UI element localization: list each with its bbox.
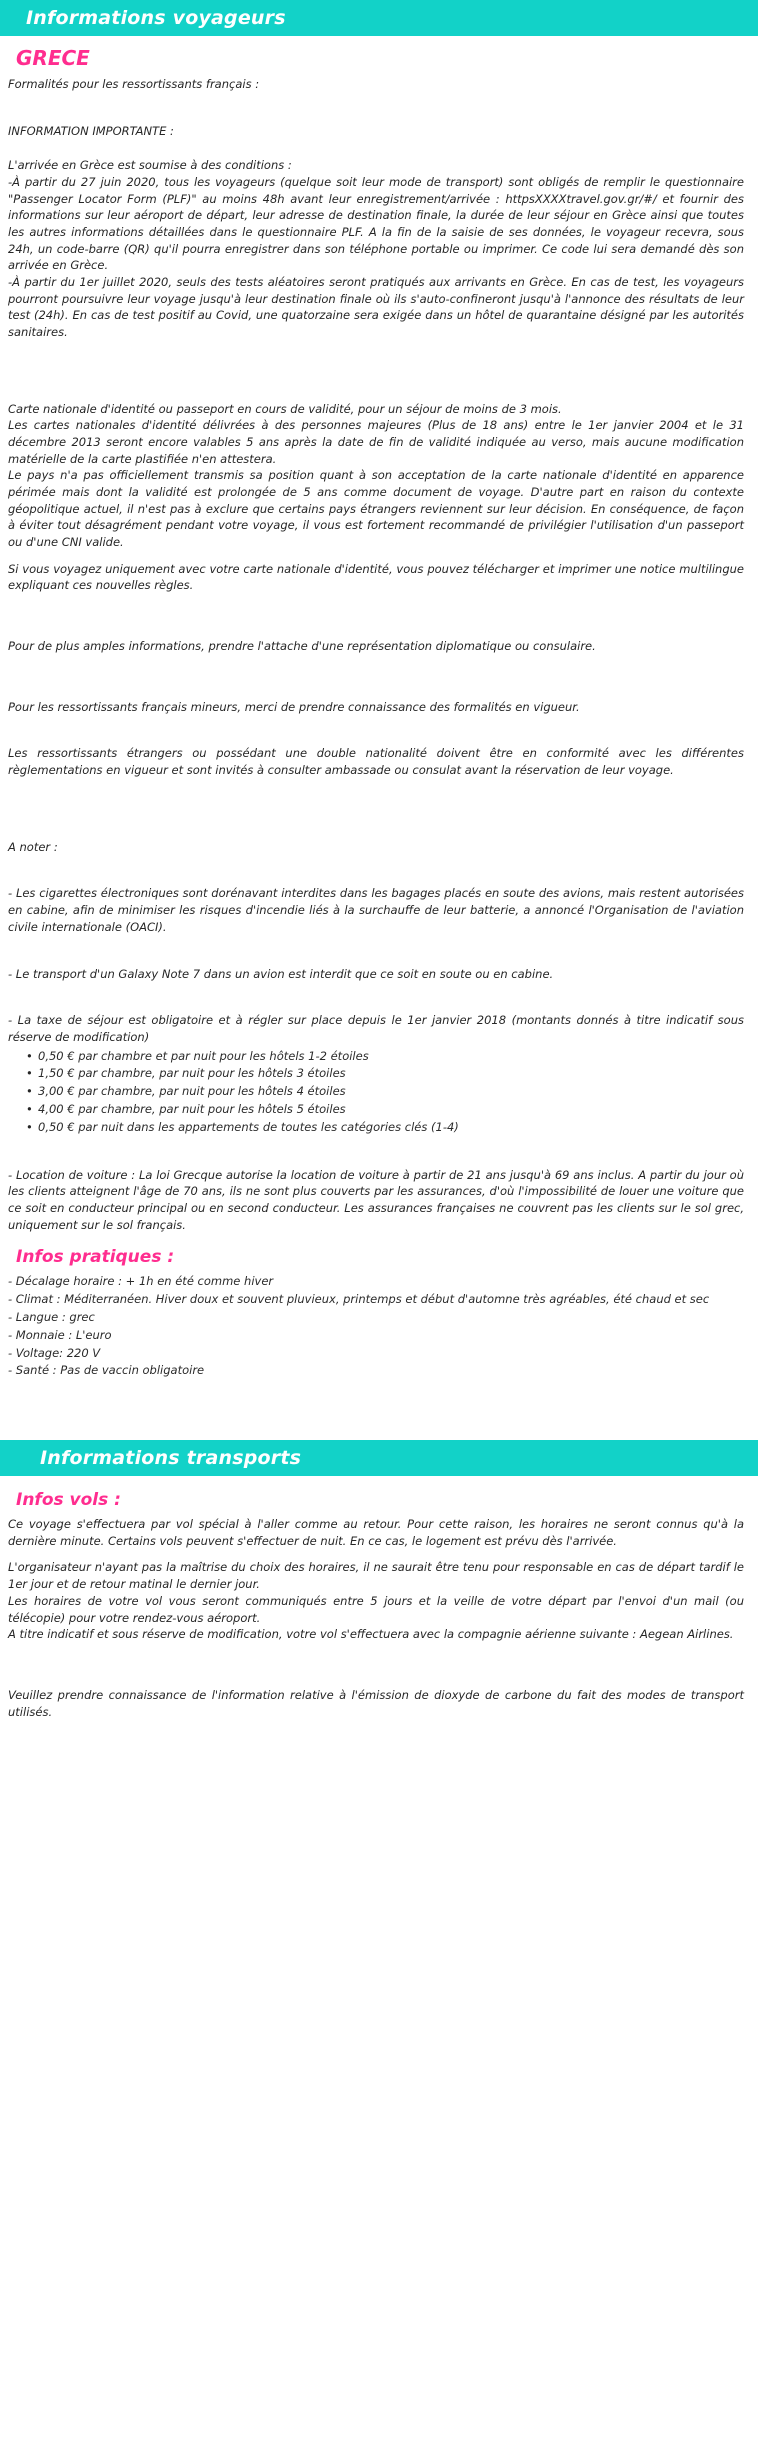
practical-info-heading: Infos pratiques : — [16, 1247, 175, 1268]
spacer — [8, 1643, 744, 1687]
note-label: A noter : — [8, 839, 58, 854]
list-item: - Langue : grec — [8, 1309, 95, 1324]
co2-paragraph: Veuillez prendre connaissance de l'information relative à l'émission de dioxyde de carbone du fait des modes de transport utilisés. — [8, 1687, 744, 1719]
spacer — [8, 982, 744, 1012]
country-heading: GRECE — [16, 46, 90, 70]
flights-paragraph-2: L'organisateur n'ayant pas la maîtrise du choix des horaires, il ne saurait être tenu pour responsable en cas de départ tardif le 1er jour et de retour matinal le dernier jour. — [8, 1560, 744, 1592]
list-item: - Climat : Méditerranéen. Hiver doux et souvent pluvieux, printemps et début d'automne très agréables, été chaud et sec — [8, 1292, 710, 1307]
spacer — [8, 936, 744, 966]
identity-paragraph-2: Les cartes nationales d'identité délivrées à des personnes majeures (Plus de 18 ans) entre le 1er janvier 2004 et le 31 décembre 2013 seront encore valables 5 ans après la date de fin de validité indiquée au verso, mais aucune modification matérielle de la carte plastifiée n'en attestera. — [8, 418, 744, 466]
spacer — [0, 1380, 758, 1440]
list-item: • 0,50 € par chambre et par nuit pour les hôtels 1-2 étoiles — [26, 1048, 744, 1066]
transports-content — [0, 1490, 758, 1720]
flights-paragraph-1: Ce voyage s'effectuera par vol spécial à l'aller comme au retour. Pour cette raison, les horaires ne seront connus qu'à la dernière minute. Certains vols peuvent s'effectuer de nuit. En ce cas, le logement est prévu dès l'arrivée. — [8, 1517, 744, 1548]
spacer — [8, 551, 744, 561]
list-item: - Monnaie : L'euro — [8, 1327, 112, 1342]
spacer — [8, 779, 744, 839]
section-banner-travelers: Informations voyageurs — [0, 0, 758, 36]
spacer — [8, 855, 744, 885]
identity-paragraph-1: Carte nationale d'identité ou passeport en cours de validité, pour un séjour de moins de 3 mois. — [8, 401, 562, 416]
arrival-intro: L'arrivée en Grèce est soumise à des conditions : — [8, 158, 292, 173]
spacer — [8, 1137, 744, 1167]
more-info-paragraph: Pour de plus amples informations, prendre l'attache d'une représentation diplomatique ou consulaire. — [8, 639, 596, 654]
arrival-paragraph-1: -À partir du 27 juin 2020, tous les voyageurs (quelque soit leur mode de transport) sont obligés de remplir le questionnaire "Passenger Locator Form (PLF)" au moins 48h avant leur enregistrement/arrivée : httpsXXXXtravel.gov.gr/#/ et fournir des informations sur leur aéroport de départ, leur adresse de destination finale, la durée de leur séjour en Grèce ainsi que toutes les autres informations détaillées dans le questionnaire PLF. A la fin de la saisie de ses données, le voyageur recevra, sous 24h, un code-barre (QR) qu'il pourra enregistrer dans son téléphone portable ou imprimer. Ce code lui sera demandé dès son arrivée en Grèce. — [8, 175, 744, 273]
note-e-cigarettes: - Les cigarettes électroniques sont dorénavant interdites dans les bagages placés en soute des avions, mais restent autorisées en cabine, afin de minimiser les risques d'incendie liés à la surchauffe de leur batterie, a annoncé l'Organisation de l'aviation civile internationale (OACI). — [8, 886, 744, 934]
note-galaxy-note-7: - Le transport d'un Galaxy Note 7 dans un avion est interdit que ce soit en soute ou en cabine. — [8, 966, 554, 981]
spacer — [8, 715, 744, 745]
note-car-rental: - Location de voiture : La loi Grecque autorise la location de voiture à partir de 21 ans jusqu'à 69 ans inclus. A partir du jour où les clients atteignent l'âge de 70 ans, ils ne sont plus couverts par les assurances, d'où l'impossibilité de louer une voiture que ce soit en conducteur principal ou en second conducteur. Les assurances françaises ne couvrent pas les clients sur le sol grec, uniquement sur le sol français. — [8, 1167, 744, 1232]
list-item: - Voltage: 220 V — [8, 1345, 101, 1360]
list-item: - Décalage horaire : + 1h en été comme hiver — [8, 1274, 274, 1289]
spacer — [8, 1549, 744, 1559]
important-label: INFORMATION IMPORTANTE : — [8, 123, 174, 138]
spacer — [8, 594, 744, 638]
list-item: • 4,00 € par chambre, par nuit pour les hôtels 5 étoiles — [26, 1101, 744, 1119]
arrival-paragraph-2: -À partir du 1er juillet 2020, seuls des tests aléatoires seront pratiqués aux arrivants en Grèce. En cas de test, les voyageurs pourront poursuivre leur voyage jusqu'à leur destination finale où ils s'auto-confineront jusqu'à l'annonce des résultats de leur test (24h). En cas de test positif au Covid, une quatorzaine sera exigée dans un hôtel de quarantaine désigné par les autorités sanitaires. — [8, 275, 744, 340]
minors-paragraph: Pour les ressortissants français mineurs, merci de prendre connaissance des formalités en vigueur. — [8, 699, 580, 714]
list-item: • 3,00 € par chambre, par nuit pour les hôtels 4 étoiles — [26, 1083, 744, 1101]
identity-paragraph-3: Le pays n'a pas officiellement transmis sa position quant à son acceptation de la carte nationale d'identité en apparence périmée mais dont la validité est prolongée de 5 ans comme document de voyage. D'autre part en raison du contexte géopolitique actuel, il n'est pas à exclure que certains pays étrangers reviennent sur leur décision. En conséquence, de façon à éviter tout désagrément pendant votre voyage, il vous est fortement recommandé de privilégier l'utilisation d'un passeport ou d'une CNI valide. — [8, 468, 744, 550]
list-item: - Santé : Pas de vaccin obligatoire — [8, 1363, 205, 1378]
spacer — [8, 341, 744, 401]
flights-paragraph-3: Les horaires de votre vol vous seront communiqués entre 5 jours et la veille de votre départ par l'envoi d'un mail (ou télécopie) pour votre rendez-vous aéroport. — [8, 1593, 744, 1625]
spacer — [8, 93, 744, 123]
identity-paragraph-4: Si vous voyagez uniquement avec votre carte nationale d'identité, vous pouvez télécharger et imprimer une notice multilingue expliquant ces nouvelles règles. — [8, 561, 744, 593]
formalities-intro: Formalités pour les ressortissants français : — [8, 77, 260, 91]
section-banner-transports: Informations transports — [0, 1440, 758, 1476]
spacer — [8, 139, 744, 157]
list-item: • 0,50 € par nuit dans les appartements de toutes les catégories clés (1-4) — [26, 1119, 744, 1137]
tourist-tax-list — [8, 1048, 744, 1137]
flights-paragraph-4: A titre indicatif et sous réserve de modification, votre vol s'effectuera avec la compagnie aérienne suivante : Aegean Airlines. — [8, 1627, 734, 1642]
practical-info-list — [8, 1273, 744, 1380]
foreigners-paragraph: Les ressortissants étrangers ou possédant une double nationalité doivent être en conformité avec les différentes règlementations en vigueur et sont invités à consulter ambassade ou consulat avant la réservation de leur voyage. — [8, 746, 744, 778]
travelers-content — [0, 46, 758, 1380]
note-tourist-tax: - La taxe de séjour est obligatoire et à régler sur place depuis le 1er janvier 2018 (montants donnés à titre indicatif sous réserve de modification) — [8, 1013, 744, 1044]
spacer — [8, 655, 744, 699]
flights-info-heading: Infos vols : — [16, 1490, 121, 1511]
list-item: • 1,50 € par chambre, par nuit pour les hôtels 3 étoiles — [26, 1065, 744, 1083]
